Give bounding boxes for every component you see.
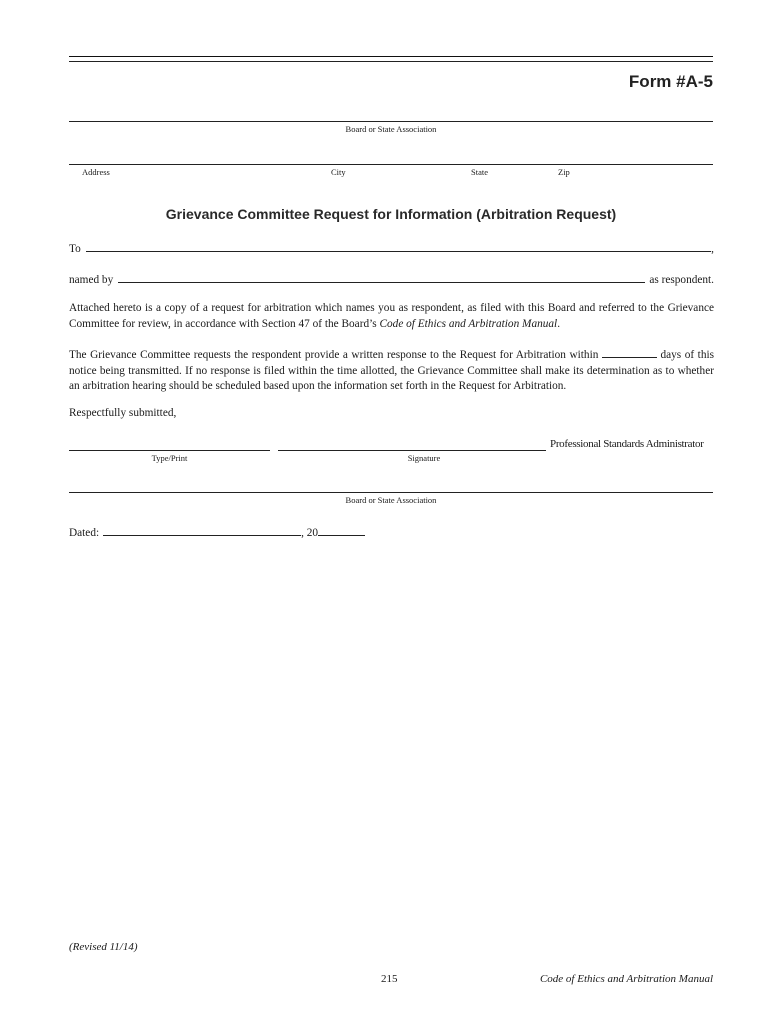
paragraph-request <box>69 346 714 395</box>
type-print-field[interactable] <box>69 450 270 451</box>
revised-note: (Revised 11/14) <box>69 941 138 953</box>
to-comma: , <box>711 243 714 255</box>
footer-title: Code of Ethics and Arbitration Manual <box>539 973 713 985</box>
board-caption: Board or State Association <box>345 124 437 134</box>
dated-row <box>69 524 365 542</box>
board-line-2[interactable] <box>69 492 713 493</box>
page-title: Grievance Committee Request for Information (Arbitration Request) <box>165 206 617 222</box>
header-rule-bottom <box>69 61 713 62</box>
paragraph-attached-text: Attached hereto is a copy of a request for arbitration which names you as respondent, as filed with this Board and referred to the Grievance Committee for review, in accordance with Section 47 of the Board’s <box>69 302 714 330</box>
named-by-field[interactable] <box>118 271 645 283</box>
to-field[interactable] <box>86 240 711 252</box>
to-label: To <box>69 243 81 255</box>
form-number: Form #A-5 <box>628 72 713 91</box>
signature-caption: Signature <box>407 453 441 463</box>
days-field[interactable] <box>602 346 657 358</box>
to-row <box>69 240 714 258</box>
closing-text: Respectfully submitted, <box>69 407 177 419</box>
address-caption: Address <box>82 167 110 177</box>
paragraph-request-after: days of this notice being transmitted. If no response is filed within the time allotted, the Grievance Committee shall make its determination as to whether an arbitration hearing should be scheduled based upon the information set forth in the Request for Arbitration. <box>69 349 714 392</box>
paragraph-attached-italic: Code of Ethics and Arbitration Manual <box>379 317 558 330</box>
zip-caption: Zip <box>558 167 570 177</box>
board-caption-2: Board or State Association <box>345 495 437 505</box>
named-by-label: named by <box>69 274 114 286</box>
signature-field[interactable] <box>278 450 546 451</box>
header-rule-top <box>69 56 713 57</box>
role-label: Professional Standards Administrator <box>550 438 704 450</box>
page-number: 215 <box>381 973 398 985</box>
paragraph-request-before: The Grievance Committee requests the respondent provide a written response to the Request for Arbitration within <box>69 349 599 361</box>
dated-year-prefix: , 20 <box>301 527 319 539</box>
named-by-suffix: as respondent. <box>649 274 714 286</box>
state-caption: State <box>471 167 488 177</box>
board-line <box>69 121 713 122</box>
paragraph-attached <box>69 301 714 332</box>
type-print-caption: Type/Print <box>151 453 188 463</box>
dated-label: Dated: <box>69 527 100 539</box>
dated-field[interactable] <box>103 524 301 536</box>
paragraph-attached-end: . <box>557 317 561 330</box>
year-field[interactable] <box>318 524 365 536</box>
city-caption: City <box>331 167 346 177</box>
address-line <box>69 164 713 165</box>
named-by-row <box>69 271 714 289</box>
